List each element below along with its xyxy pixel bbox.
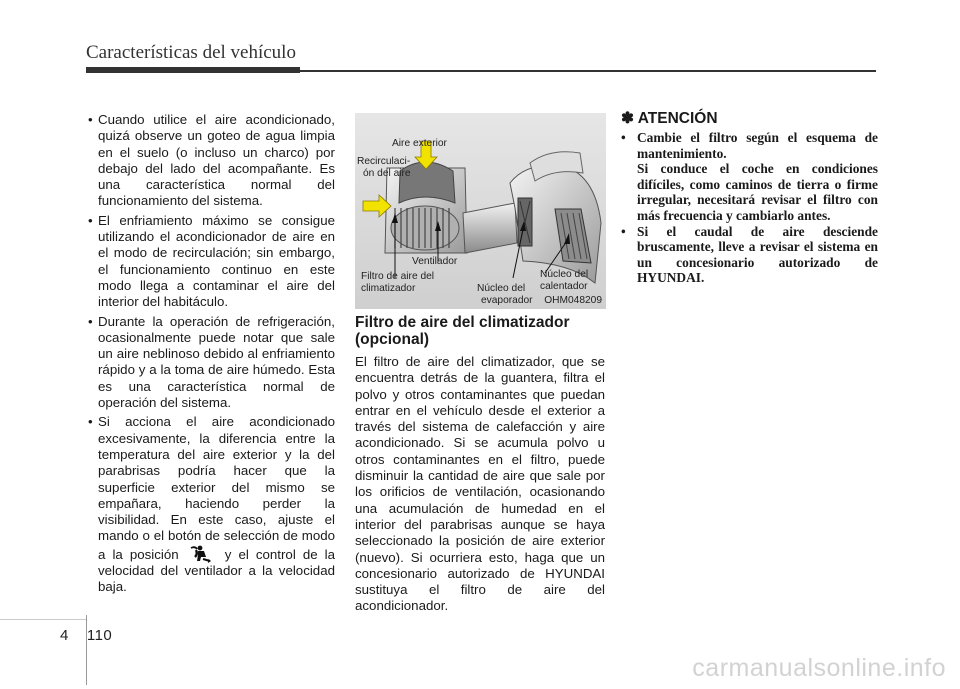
fig-label-heater-2: calentador xyxy=(540,281,588,292)
fig-label-outside-air: Aire exterior xyxy=(392,138,447,149)
list-item: • El enfriamiento máximo se consigue utilizando el acondicionador de aire en el modo de recirculación; sin embargo, el funcionamiento continuo en este modo llega a contaminar el aire del interior del habitáculo. xyxy=(89,213,335,311)
fig-label-filter-2: climatizador xyxy=(361,283,416,294)
section-body: El filtro de aire del climatizador, que se encuentra detrás de la guantera, filtra el polvo y otros contaminantes que puedan entrar en el vehículo desde el exterior a través del sistema de calefacción y aire acondicionado. Si se acumula polvo u otros contaminantes en el filtro, puede disminuir la cantidad de aire que sale por los orificios de ventilación, ocasionando una acumulación de humedad en el interior del parabrisas aunque se haya seleccionado la posición de aire exterior (nuevo). Si ocurriera esto, haga que un concesionario autorizado de HYUNDAI sustituya el filtro de aire del acondicionador. xyxy=(355,354,605,614)
attention-list xyxy=(621,130,878,286)
list-item-with-icon xyxy=(89,414,335,595)
attention-item-1-line-1: • Cambie el filtro según el esquema de mantenimiento. xyxy=(637,130,878,161)
section-title: Filtro de aire del climatizador (opcional) xyxy=(355,314,570,348)
watermark: carmanualsonline.info xyxy=(692,654,946,682)
column-3 xyxy=(621,110,878,286)
fig-label-fan: Ventilador xyxy=(412,256,458,267)
header-title: Características del vehículo xyxy=(86,42,296,63)
fig-label-filter-1: Filtro de aire del xyxy=(361,271,435,282)
fig-label-heater-1: Núcleo del xyxy=(540,269,589,280)
fig-label-recirc-2: ón del aire xyxy=(363,168,411,179)
figure-code: OHM048209 xyxy=(544,295,602,306)
attention-item-1-line-2: Si conduce el coche en condiciones difíciles, como caminos de tierra o firme irregular, necesitará revisar el filtro con más frecuencia y cambiarlo antes. xyxy=(637,161,878,223)
floor-defrost-mode-icon xyxy=(188,545,212,563)
hvac-diagram xyxy=(355,113,606,309)
list-item-text-before: Si acciona el aire acondicionado excesivamente, la diferencia entre la temperatura del aire exterior y la del parabrisas podría hacer que la superficie exterior del mismo se empañara, haciendo perder la visibilidad. En este caso, ajuste el mando o el botón de selección de modo a la posición xyxy=(98,414,335,562)
footer-divider xyxy=(86,615,87,685)
fig-label-evap-1: Núcleo del xyxy=(477,283,526,294)
list-item xyxy=(621,130,878,224)
page-index: 110 xyxy=(86,627,113,644)
list-item: • Durante la operación de refrigeración, ocasionalmente puede notar que sale un aire neblinoso debido al enfriamiento rápido y a la toma de aire húmedo. Esta es una característica normal de operación del sistema. xyxy=(89,314,335,412)
list-item-text-after: y el control de la velocidad del ventilador a la velocidad baja. xyxy=(98,546,336,595)
list-item: • Si el caudal de aire desciende bruscamente, lleve a revisar el sistema en un concesionario autorizado de HYUNDAI. xyxy=(621,224,878,286)
fig-label-evap-2: evaporador xyxy=(481,295,533,306)
page-number xyxy=(60,627,112,644)
fig-label-recirc-1: Recirculaci- xyxy=(357,156,411,167)
header-rule xyxy=(86,70,876,72)
column-1 xyxy=(89,112,335,599)
ac-notes-list xyxy=(89,112,335,596)
chapter-number: 4 xyxy=(60,627,69,644)
column-2 xyxy=(355,314,605,615)
footer-rule xyxy=(0,619,86,620)
list-item: • Cuando utilice el aire acondicionado, quizá observe un goteo de agua limpia en el suelo (o incluso un charco) por debajo del lado del acompañante. Es una característica normal del funcionamiento del sistema. xyxy=(89,112,335,210)
attention-title: ✽ ATENCIÓN xyxy=(621,110,718,127)
